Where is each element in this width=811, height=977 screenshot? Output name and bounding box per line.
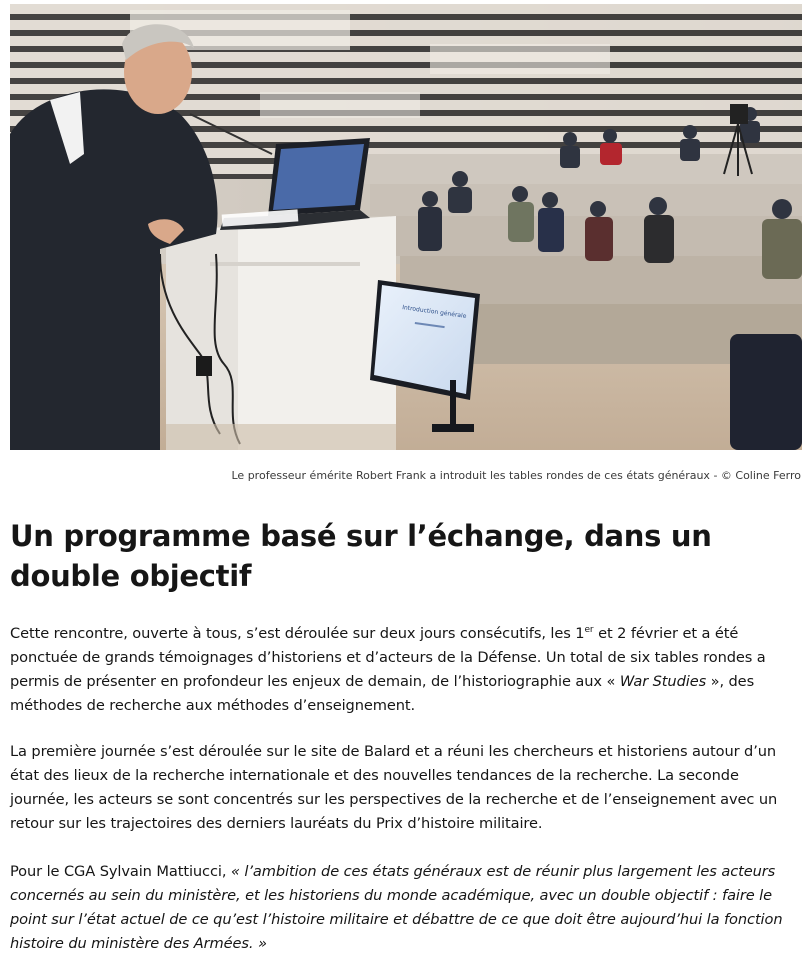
photo-caption: Le professeur émérite Robert Frank a introduit les tables rondes de ces états généraux - © Coline Ferro <box>231 469 801 482</box>
p3-intro: Pour le CGA Sylvain Mattiucci, <box>10 863 231 880</box>
section-heading: Un programme basé sur l’échange, dans un double objectif <box>10 519 712 593</box>
paragraph-quote <box>10 860 802 956</box>
war-studies-term: War Studies <box>619 673 707 690</box>
ordinal-superscript: er <box>584 625 594 636</box>
conference-photo-illustration <box>10 4 802 450</box>
conference-photo <box>10 4 802 450</box>
paragraph-intro <box>10 622 802 718</box>
screen-slide-title: Introduction générale <box>401 304 467 320</box>
paragraph-first-day: La première journée s’est déroulée sur le site de Balard et a réuni les chercheurs et historiens autour d’un état des lieux de la recherche internationale et des nouvelles tendances de la recherche. La seconde journée, les acteurs se sont concentrés sur les perspectives de la recherche et de l’enseignement avec un retour sur les trajectoires des derniers lauréats du Prix d’histoire militaire. <box>10 743 778 832</box>
p1-text-c: », des méthodes de recherche aux méthodes d’enseignement. <box>10 673 755 714</box>
p1-text-a: Cette rencontre, ouverte à tous, s’est déroulée sur deux jours consécutifs, les 1 <box>10 625 585 642</box>
quote-text: « l’ambition de ces états généraux est de réunir plus largement les acteurs concernés au sein du ministère, et les historiens du monde académique, avec un double objectif : faire le point sur l’état actuel de ce qu’est l’histoire militaire et débattre de ce que doit être aujourd’hui la fonction histoire du ministère des Armées. » <box>10 863 783 952</box>
p1-text-b: et 2 février et a été ponctuée de grands témoignages d’historiens et d’acteurs de la Défense. Un total de six tables rondes a permis de présenter en profondeur les enjeux de demain, de l’historiographie aux « <box>10 625 766 690</box>
